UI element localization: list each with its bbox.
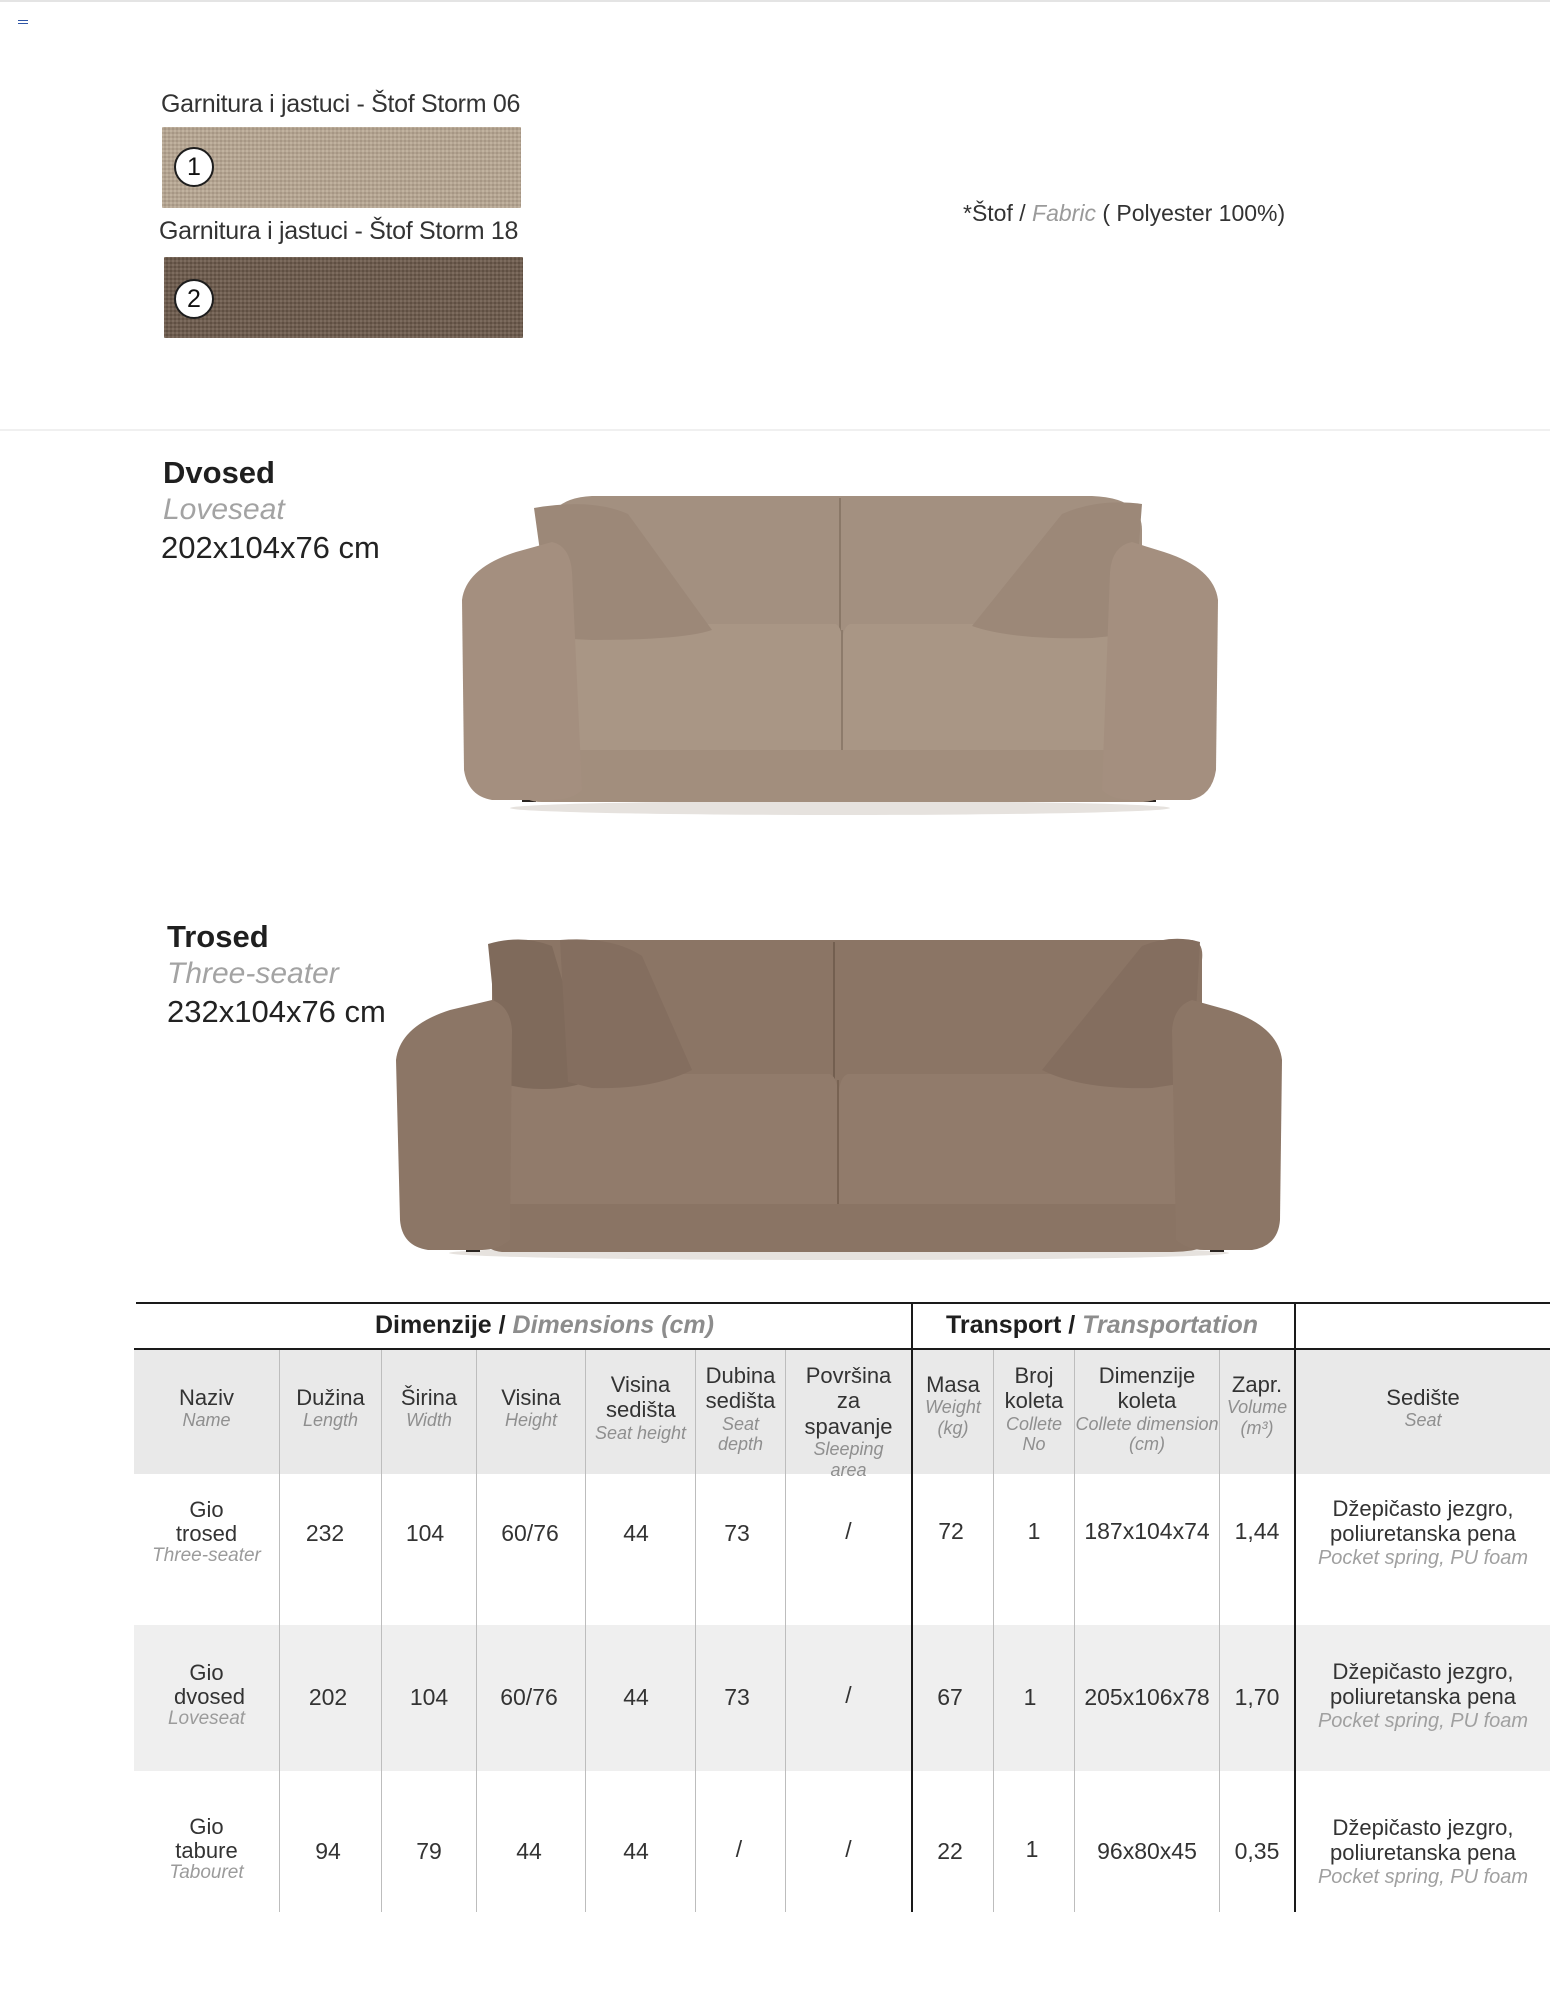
header-height [477, 1385, 585, 1431]
header-en: Height [504, 1410, 558, 1431]
transport-group-header [946, 1311, 1258, 1340]
header-sr: Dubina sedišta [705, 1363, 776, 1414]
header-collete-no [994, 1363, 1074, 1455]
cell-collete-no: 1 [1027, 1518, 1041, 1544]
cell-seat-height: 44 [623, 1838, 649, 1864]
loveseat-image [452, 490, 1228, 815]
header-length [280, 1385, 381, 1431]
cell-seat-depth: 73 [724, 1520, 750, 1546]
header-seat-height [586, 1372, 695, 1443]
row-name-en: Loveseat [167, 1708, 246, 1730]
swatch-number-badge: 2 [174, 279, 214, 319]
cell-seat-depth: 73 [724, 1684, 750, 1710]
header-en: Weight (kg) [925, 1397, 981, 1438]
cell-width: 104 [405, 1520, 445, 1546]
table-row-name [134, 1498, 279, 1567]
seat-sr: Džepičasto jezgro, poliuretanska pena [1330, 1496, 1516, 1547]
header-sleeping-area [786, 1363, 911, 1480]
seat-en: Pocket spring, PU foam [1317, 1865, 1529, 1888]
cell-seat [1296, 1659, 1550, 1733]
fabric-note-suffix: ( Polyester 100%) [1095, 200, 1286, 226]
header-en: Collete dimension (cm) [1075, 1413, 1219, 1455]
cell-width: 79 [416, 1838, 442, 1864]
group-header-italic: Dimensions (cm) [512, 1311, 714, 1339]
cell-seat [1296, 1496, 1550, 1570]
fabric-note-italic: Fabric [1032, 200, 1096, 226]
product-title: Trosed [167, 919, 269, 954]
fabric-swatch-2 [164, 257, 523, 338]
fabric-note [963, 200, 1285, 227]
cell-seat-height: 44 [623, 1684, 649, 1710]
fabric-label-1: Garnitura i jastuci - Štof Storm 06 [161, 90, 521, 118]
row-name-en: Three-seater [152, 1545, 261, 1567]
seat-sr: Džepičasto jezgro, poliuretanska pena [1330, 1659, 1516, 1710]
header-sr: Naziv [178, 1385, 234, 1410]
header-weight [913, 1372, 993, 1439]
product-subtitle: Three-seater [167, 957, 339, 990]
cell-length: 232 [305, 1520, 345, 1546]
cell-height: 44 [516, 1838, 542, 1864]
cell-sleeping-area: / [845, 1518, 852, 1544]
product-dimensions: 202x104x76 cm [161, 530, 380, 565]
column-separator [476, 1350, 477, 1912]
cell-width: 104 [409, 1684, 449, 1710]
cell-weight: 67 [937, 1684, 963, 1710]
header-sr: Broj koleta [1004, 1363, 1064, 1414]
header-width [382, 1385, 476, 1431]
row-name-sr: Gio trosed [175, 1497, 238, 1547]
cell-collete-dimension: 96x80x45 [1097, 1838, 1197, 1864]
header-seat [1296, 1385, 1550, 1431]
cell-sleeping-area: / [845, 1682, 852, 1708]
header-sr: Dužina [296, 1385, 365, 1410]
cell-length: 202 [308, 1684, 348, 1710]
cell-collete-dimension: 205x106x78 [1084, 1684, 1210, 1710]
section-divider [0, 429, 1550, 431]
table-row-name [134, 1815, 279, 1884]
header-sr: Visina [501, 1385, 561, 1410]
group-header-italic: Transportation [1082, 1311, 1259, 1339]
top-divider [0, 0, 1550, 2]
cell-sleeping-area: / [845, 1836, 852, 1862]
row-name-sr: Gio dvosed [174, 1660, 245, 1710]
fabric-swatch-1 [162, 127, 521, 208]
row-name-sr: Gio tabure [175, 1814, 238, 1864]
header-sr: Visina sedišta [606, 1372, 676, 1423]
cell-length: 94 [315, 1838, 341, 1864]
group-header-main: Dimenzije / [375, 1311, 513, 1339]
swatch-number-badge: 1 [174, 147, 214, 187]
header-sr: Širina [400, 1385, 458, 1410]
cell-collete-no: 1 [1025, 1836, 1039, 1862]
cell-volume: 1,44 [1234, 1518, 1280, 1544]
header-seat-depth [696, 1363, 785, 1455]
product-dimensions: 232x104x76 cm [167, 994, 386, 1029]
cell-volume: 0,35 [1234, 1838, 1280, 1864]
header-en: Seat height [594, 1422, 687, 1443]
cell-weight: 22 [937, 1838, 963, 1864]
seat-en: Pocket spring, PU foam [1317, 1709, 1529, 1732]
group-header-main: Transport / [946, 1311, 1083, 1339]
header-en: Length [302, 1410, 359, 1431]
header-en: Name [182, 1410, 231, 1431]
dimensions-group-header [375, 1311, 714, 1340]
column-separator [381, 1350, 382, 1912]
cell-seat-height: 44 [623, 1520, 649, 1546]
cell-collete-dimension: 187x104x74 [1084, 1518, 1210, 1544]
header-sr: Masa [926, 1372, 980, 1397]
header-en: Volume (m³) [1226, 1397, 1288, 1438]
header-volume [1220, 1372, 1294, 1439]
header-sr: Sedište [1386, 1385, 1460, 1410]
column-separator [279, 1350, 280, 1912]
header-en: Seat depth [718, 1413, 764, 1455]
header-sr: Površina za spavanje [804, 1363, 893, 1439]
header-sr: Zapr. [1231, 1372, 1283, 1397]
three-seater-image [392, 930, 1286, 1260]
product-subtitle: Loveseat [163, 493, 285, 526]
header-name [134, 1385, 279, 1431]
header-collete-dimension [1075, 1363, 1219, 1455]
header-en: Width [406, 1410, 452, 1431]
cell-volume: 1,70 [1234, 1684, 1280, 1710]
header-sr: Dimenzije koleta [1098, 1363, 1196, 1414]
cell-height: 60/76 [501, 1520, 559, 1546]
header-en: Collete No [1006, 1413, 1063, 1455]
cell-weight: 72 [938, 1518, 964, 1544]
seat-sr: Džepičasto jezgro, poliuretanska pena [1330, 1815, 1516, 1866]
cell-seat-depth: / [735, 1836, 743, 1862]
table-row-name [134, 1661, 279, 1730]
cell-height: 60/76 [500, 1684, 558, 1710]
row-name-en: Tabouret [169, 1862, 244, 1884]
header-en: Sleeping area [813, 1438, 884, 1480]
header-en: Seat [1404, 1410, 1442, 1431]
menu-icon[interactable] [18, 20, 28, 27]
table-top-rule [136, 1302, 1550, 1304]
cell-seat [1296, 1815, 1550, 1889]
fabric-label-2: Garnitura i jastuci - Štof Storm 18 [159, 217, 519, 245]
product-title: Dvosed [163, 455, 275, 490]
cell-collete-no: 1 [1023, 1684, 1037, 1710]
fabric-note-prefix: *Štof / [963, 200, 1033, 226]
seat-en: Pocket spring, PU foam [1317, 1546, 1529, 1569]
